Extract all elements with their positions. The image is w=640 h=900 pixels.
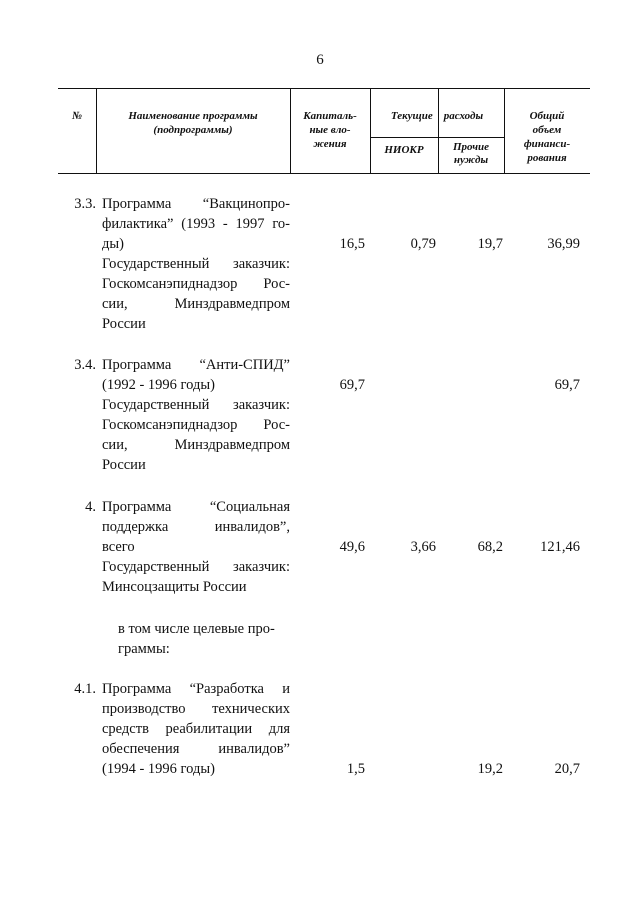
header-col-capital xyxy=(290,109,370,151)
header-capital-line1: Капиталь- xyxy=(303,110,357,122)
capital-value: 69,7 xyxy=(339,377,365,393)
program-name xyxy=(102,194,290,334)
header-current-word2: расходы xyxy=(443,110,484,122)
header-col-other xyxy=(438,141,504,167)
program-name-line: Программа “Социальная xyxy=(102,499,290,515)
capital-value: 16,5 xyxy=(339,236,365,252)
total-value: 20,7 xyxy=(554,761,580,777)
other-value: 19,2 xyxy=(477,761,503,777)
header-total-line4: рования xyxy=(527,152,567,164)
program-name-line: сии, Минздравмедпром xyxy=(102,296,290,312)
program-name-line: Госкомсанэпиднадзор Рос- xyxy=(102,417,290,433)
header-other-line2: нужды xyxy=(453,154,489,166)
program-name-line: Программа “Вакцинопро- xyxy=(102,196,290,212)
header-name-line1: Наименование программы xyxy=(128,110,258,122)
program-name-line: обеспечения инвалидов” xyxy=(102,741,290,757)
subheader-divider xyxy=(370,137,504,138)
program-name-line: Программа “Анти-СПИД” xyxy=(102,357,290,373)
other-value: 19,7 xyxy=(477,236,503,252)
program-name-line: ды) xyxy=(102,236,124,252)
row-number: 3.3. xyxy=(74,196,96,212)
program-name-line: поддержка инвалидов”, xyxy=(102,519,290,535)
program-name-line: Госкомсанэпиднадзор Рос- xyxy=(102,276,290,292)
total-value: 69,7 xyxy=(554,377,580,393)
header-total-line2: объем xyxy=(532,124,562,136)
header-col-total xyxy=(504,109,590,165)
program-name-line: (1994 - 1996 годы) xyxy=(102,761,215,777)
program-name xyxy=(102,497,290,597)
program-name xyxy=(102,679,290,779)
other-value: 68,2 xyxy=(477,539,503,555)
header-col-current xyxy=(370,109,504,123)
including-note xyxy=(118,619,290,659)
page-number: 6 xyxy=(316,52,324,68)
header-total-line1: Общий xyxy=(529,110,565,122)
program-name-line: производство технических xyxy=(102,701,290,717)
header-current-word1: Текущие xyxy=(390,110,433,122)
total-value: 121,46 xyxy=(540,539,580,555)
header-total-line3: финанси- xyxy=(523,138,571,150)
program-name-line: Государственный заказчик: xyxy=(102,397,290,413)
program-name-line: сии, Минздравмедпром xyxy=(102,437,290,453)
header-col-niokr: НИОКР xyxy=(384,144,424,156)
row-number: 4. xyxy=(85,499,96,515)
niokr-value: 3,66 xyxy=(410,539,436,555)
program-name-line: Минсоцзащиты России xyxy=(102,579,247,595)
header-col-name xyxy=(96,109,290,137)
program-name-line: (1992 - 1996 годы) xyxy=(102,377,215,393)
capital-value: 49,6 xyxy=(339,539,365,555)
including-line: граммы: xyxy=(118,641,170,657)
program-name-line: России xyxy=(102,457,146,473)
capital-value: 1,5 xyxy=(346,761,365,777)
header-col-no: № xyxy=(71,110,83,122)
row-number: 4.1. xyxy=(74,681,96,697)
total-value: 36,99 xyxy=(547,236,580,252)
header-capital-line3: жения xyxy=(313,138,347,150)
niokr-value: 0,79 xyxy=(410,236,436,252)
program-name-line: России xyxy=(102,316,146,332)
header-capital-line2: ные вло- xyxy=(309,124,351,136)
program-name-line: Государственный заказчик: xyxy=(102,256,290,272)
header-other-line1: Прочие xyxy=(452,141,490,153)
program-name-line: средств реабилитации для xyxy=(102,721,290,737)
program-name-line: Программа “Разработка и xyxy=(102,681,290,697)
program-name xyxy=(102,355,290,475)
header-name-line2: (подпрограммы) xyxy=(153,124,233,136)
row-number: 3.4. xyxy=(74,357,96,373)
program-name-line: филактика” (1993 - 1997 го- xyxy=(102,216,290,232)
program-name-line: Государственный заказчик: xyxy=(102,559,290,575)
including-line: в том числе целевые про- xyxy=(118,621,275,637)
table-header xyxy=(58,88,590,174)
program-name-line: всего xyxy=(102,539,135,555)
column-divider xyxy=(370,89,371,173)
